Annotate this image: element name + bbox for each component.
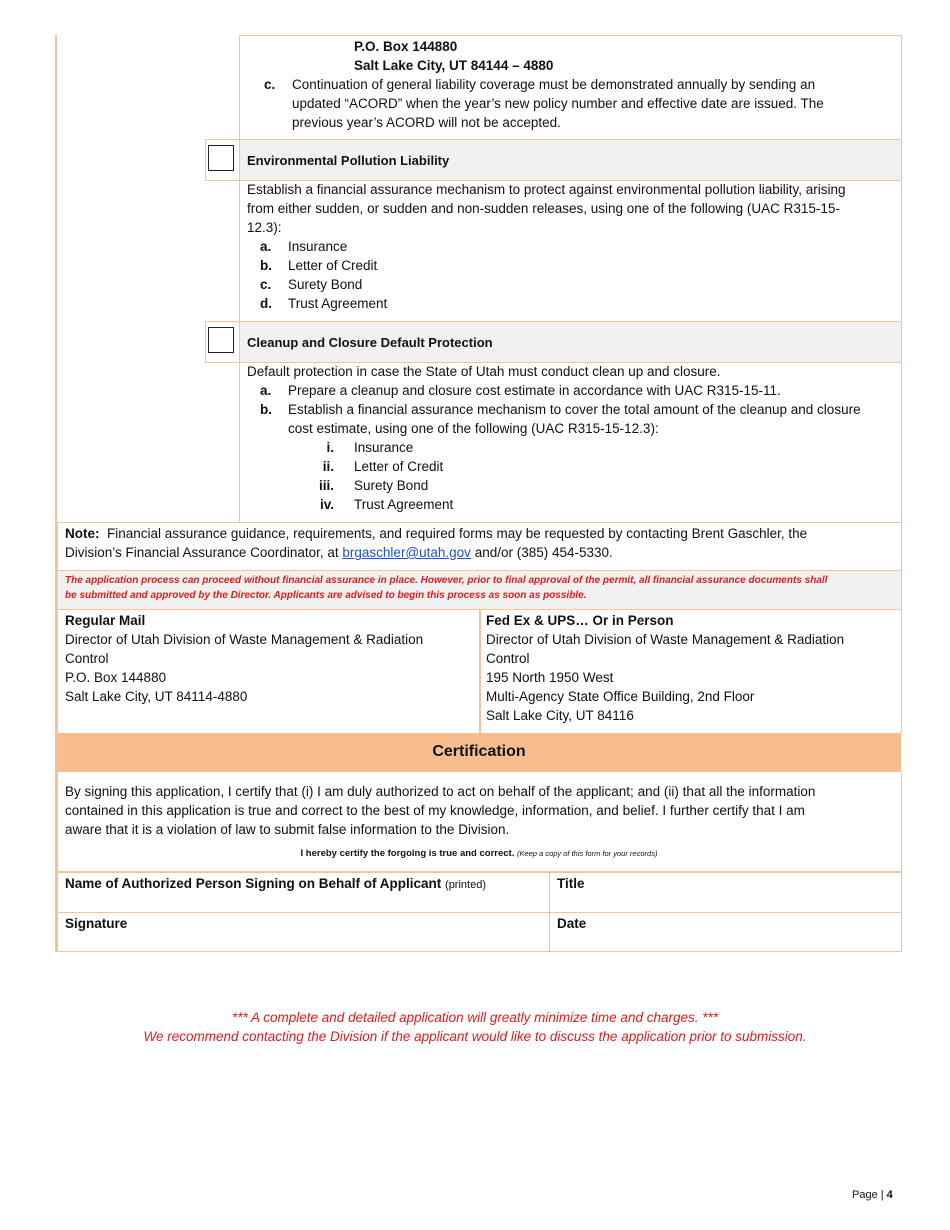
env-intro-line-3: 12.3): (247, 220, 282, 235)
warning-line-1: The application process can proceed without financial assurance in place. However, prior to final approval of the permit, all financial assurance documents shall (65, 575, 828, 586)
footer-notice-line-1: *** A complete and detailed application will greatly minimize time and charges. *** (232, 1010, 718, 1025)
env-option-marker: d. (260, 296, 272, 311)
item-c-line-2: updated “ACORD” when the year’s new policy number and effective date are issued. The (292, 96, 824, 111)
note-line-1 (65, 524, 807, 543)
note-text-2: Division’s Financial Assurance Coordinator, at (65, 545, 339, 560)
certify-statement-text: I hereby certify the forgoing is true and correct. (300, 848, 515, 859)
note-line-2 (65, 543, 613, 562)
env-option-label: Surety Bond (288, 277, 363, 292)
cleanup-intro: Default protection in case the State of Utah must conduct clean up and closure. (247, 364, 721, 379)
date-label: Date (557, 916, 587, 931)
regular-mail-line: Salt Lake City, UT 84114-4880 (65, 689, 248, 704)
env-intro-line-2: from either sudden, or sudden and non-sudden releases, using one of the following (UAC R315-15- (247, 201, 840, 216)
cleanup-option-marker: ii. (322, 459, 334, 474)
title-label: Title (557, 876, 585, 891)
env-intro-line-1: Establish a financial assurance mechanism to protect against environmental pollution liability, arising (247, 182, 846, 197)
page-number-value: 4 (886, 1189, 893, 1201)
cleanup-checkbox[interactable] (208, 327, 234, 353)
fedex-line: Salt Lake City, UT 84116 (486, 708, 634, 723)
item-c-line-3: previous year’s ACORD will not be accepted. (292, 115, 561, 130)
fedex-title: Fed Ex & UPS… Or in Person (486, 613, 674, 628)
fedex-line: 195 North 1950 West (486, 670, 614, 685)
env-option-label: Insurance (288, 239, 348, 254)
authorized-name-text: Name of Authorized Person Signing on Behalf of Applicant (65, 876, 442, 891)
city-zip: Salt Lake City, UT 84144 – 4880 (354, 58, 554, 73)
fedex-line: Multi-Agency State Office Building, 2nd Floor (486, 689, 755, 704)
certification-heading: Certification (432, 743, 526, 760)
signature-label: Signature (65, 916, 128, 931)
po-box: P.O. Box 144880 (354, 39, 458, 54)
item-c-line-1: Continuation of general liability coverage must be demonstrated annually by sending an (292, 77, 816, 92)
env-pollution-checkbox[interactable] (208, 145, 234, 171)
env-option-marker: a. (260, 239, 272, 254)
authorized-name-label (65, 874, 486, 895)
cleanup-option-label: Surety Bond (354, 478, 429, 493)
certification-line: By signing this application, I certify that (i) I am duly authorized to act on behalf of the applicant; and (ii) that all the information (65, 784, 816, 799)
warning-line-2: be submitted and approved by the Director. Applicants are advised to begin this process as soon as possible. (65, 590, 587, 601)
cleanup-item-b-marker: b. (260, 402, 272, 417)
title-field[interactable] (549, 872, 902, 913)
authorized-name-suffix: (printed) (445, 879, 486, 891)
cleanup-option-marker: i. (326, 440, 334, 455)
fedex-line: Director of Utah Division of Waste Management & Radiation (486, 632, 845, 647)
certify-statement (57, 847, 901, 861)
cleanup-option-label: Trust Agreement (354, 497, 454, 512)
certify-statement-note: (Keep a copy of this form for your records) (516, 849, 658, 858)
certification-line: aware that it is a violation of law to submit false information to the Division. (65, 822, 510, 837)
env-option-label: Letter of Credit (288, 258, 378, 273)
footer-notice-line-2: We recommend contacting the Division if the applicant would like to discuss the application prior to submission. (143, 1029, 807, 1044)
cleanup-title: Cleanup and Closure Default Protection (247, 335, 493, 350)
fedex-line: Control (486, 651, 530, 666)
item-c-marker: c. (264, 77, 276, 92)
signature-field[interactable] (57, 912, 550, 952)
cleanup-option-label: Insurance (354, 440, 414, 455)
date-field[interactable] (549, 912, 902, 952)
cleanup-item-a-text: Prepare a cleanup and closure cost estimate in accordance with UAC R315-15-11. (288, 383, 781, 398)
cleanup-item-b-line-1: Establish a financial assurance mechanism to cover the total amount of the cleanup and closure (288, 402, 861, 417)
cleanup-option-marker: iii. (318, 478, 334, 493)
note-label: Note: (65, 526, 100, 541)
regular-mail-line: Director of Utah Division of Waste Management & Radiation (65, 632, 424, 647)
page-number (852, 1186, 893, 1205)
regular-mail-line: P.O. Box 144880 (65, 670, 167, 685)
regular-mail-line: Control (65, 651, 109, 666)
env-option-marker: b. (260, 258, 272, 273)
page-label: Page | (852, 1189, 884, 1201)
env-pollution-title: Environmental Pollution Liability (247, 153, 450, 168)
note-text-3: and/or (385) 454-5330. (474, 545, 613, 560)
cleanup-item-a-marker: a. (260, 383, 272, 398)
coordinator-email-link[interactable]: brgaschler@utah.gov (342, 545, 471, 560)
cleanup-option-marker: iv. (319, 497, 334, 512)
env-option-label: Trust Agreement (288, 296, 388, 311)
env-option-marker: c. (260, 277, 272, 292)
cleanup-item-b-line-2: cost estimate, using one of the following (UAC R315-15-12.3): (288, 421, 659, 436)
cleanup-option-label: Letter of Credit (354, 459, 444, 474)
regular-mail-title: Regular Mail (65, 613, 146, 628)
certification-line: contained in this application is true and correct to the best of my knowledge, information, and belief. I further certify that I am (65, 803, 805, 818)
note-text-1: Financial assurance guidance, requirements, and required forms may be requested by contacting Brent Gaschler, the (107, 526, 808, 541)
